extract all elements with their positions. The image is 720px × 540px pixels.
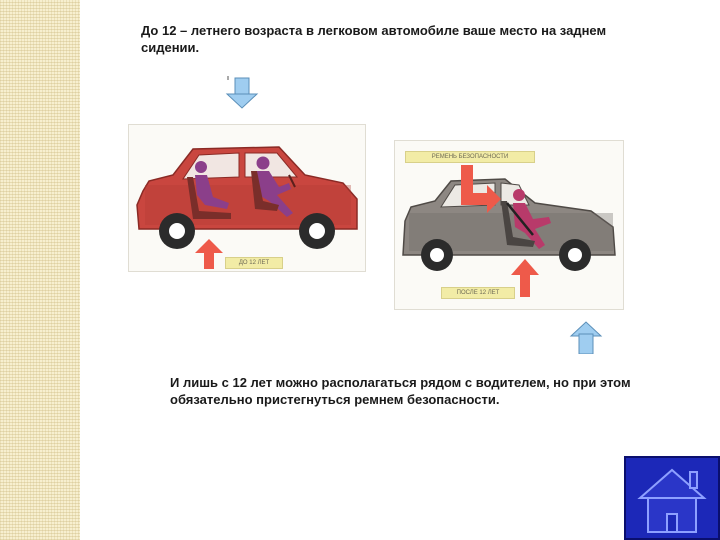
down-arrow-icon [222,76,262,110]
age-label-after-12: ПОСЛЕ 12 ЛЕТ [441,287,515,299]
illustration-child-back-seat [128,124,366,272]
decorative-side-strip [0,0,80,540]
illustration-front-seat-belt [394,140,624,310]
slide-heading: До 12 – летнего возраста в легковом автомобиле ваше место на заднем сидении. [141,23,607,55]
grey-car-illustration [395,141,623,309]
up-arrow-icon [566,320,606,354]
slide-caption: И лишь с 12 лет можно располагаться рядом с водителем, но при этом обязательно пристегнуться ремнем безопасности. [170,375,631,407]
seat-belt-label: РЕМЕНЬ БЕЗОПАСНОСТИ [405,151,535,163]
home-button[interactable] [624,456,720,540]
home-icon [636,464,708,536]
red-car-illustration [129,125,365,271]
age-label-before-12: ДО 12 ЛЕТ [225,257,283,269]
